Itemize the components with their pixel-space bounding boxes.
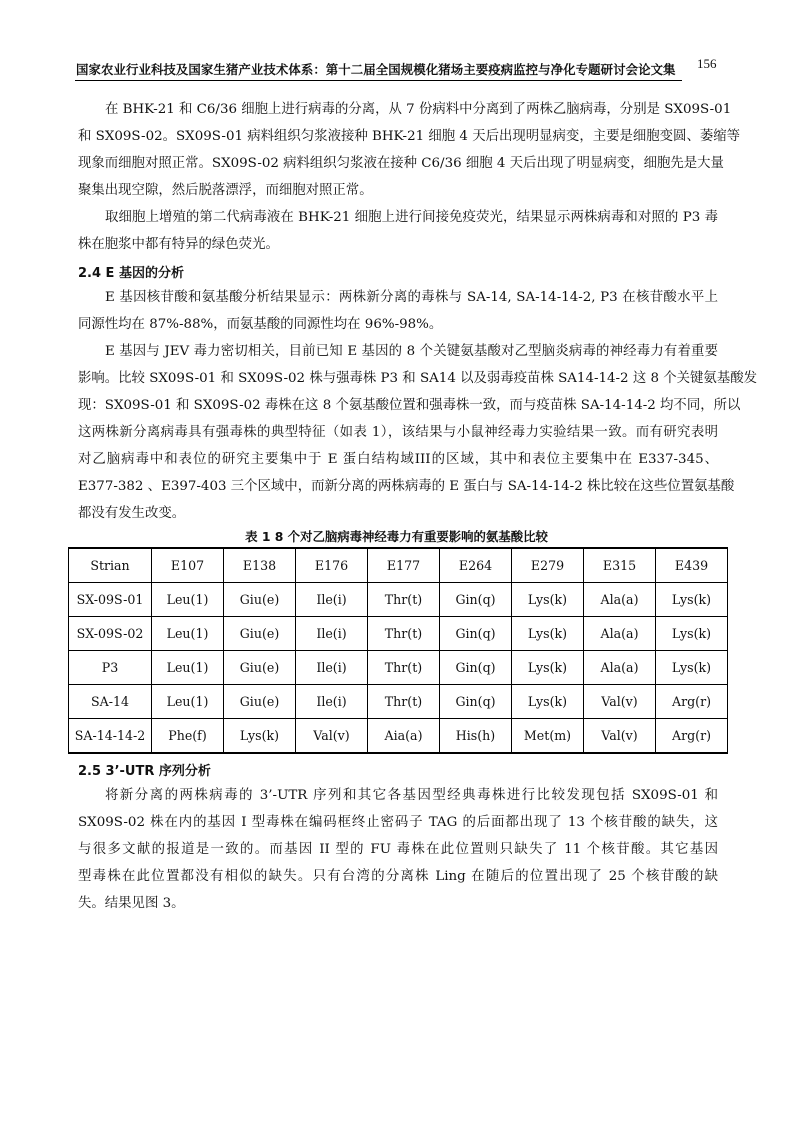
table-cell: Lys(k) [512, 685, 584, 719]
table-cell: Giu(e) [224, 651, 296, 685]
table-cell: Lys(k) [512, 651, 584, 685]
table-cell: Aia(a) [368, 719, 440, 754]
table-cell: Lys(k) [512, 617, 584, 651]
table-cell: Thr(t) [368, 651, 440, 685]
section-heading-2-5: 2.5 3’-UTR 序列分析 [78, 764, 211, 779]
table-row [69, 651, 728, 685]
table-cell: Arg(r) [656, 685, 728, 719]
section-heading-2-4: 2.4 E 基因的分析 [78, 266, 184, 281]
running-header: 国家农业行业科技及国家生猪产业技术体系：第十二届全国规模化猪场主要疫病监控与净化专题研讨会论文集 [76, 62, 676, 77]
table-cell: Lys(k) [656, 617, 728, 651]
table-cell: Val(v) [584, 685, 656, 719]
table-cell: E264 [440, 548, 512, 583]
table-cell: Leu(1) [152, 617, 224, 651]
table-cell: E176 [296, 548, 368, 583]
table-cell: E138 [224, 548, 296, 583]
table-cell: Met(m) [512, 719, 584, 754]
table-cell: Giu(e) [224, 685, 296, 719]
table-cell: Gin(q) [440, 651, 512, 685]
table-cell: His(h) [440, 719, 512, 754]
paragraph-line: SX09S-02 株在内的基因 I 型毒株在编码框终止密码子 TAG 的后面都出现了 13 个核苷酸的缺失，这 [78, 815, 718, 830]
paragraph-line: E 基因核苷酸和氨基酸分析结果显示：两株新分离的毒株与 SA-14, SA-14-14-2, P3 在核苷酸水平上 [105, 290, 718, 305]
table-row [69, 583, 728, 617]
table-cell: Leu(1) [152, 651, 224, 685]
table-cell: Ile(i) [296, 685, 368, 719]
table-cell: Phe(f) [152, 719, 224, 754]
paragraph-line: E 基因与 JEV 毒力密切相关，目前已知 E 基因的 8 个关键氨基酸对乙型脑炎病毒的神经毒力有着重要 [105, 344, 718, 359]
table-cell: Arg(r) [656, 719, 728, 754]
table-cell: Leu(1) [152, 685, 224, 719]
paragraph-line: 株在胞浆中都有特异的绿色荧光。 [78, 237, 279, 252]
table-cell: E107 [152, 548, 224, 583]
table-row [69, 617, 728, 651]
paragraph-line: 与很多文献的报道是一致的。而基因 II 型的 FU 毒株在此位置则只缺失了 11 个核苷酸。其它基因 [78, 842, 718, 857]
table-cell: Ile(i) [296, 617, 368, 651]
table-row [69, 685, 728, 719]
table-cell: E315 [584, 548, 656, 583]
paragraph-line: 这两株新分离病毒具有强毒株的典型特征（如表 1），该结果与小鼠神经毒力实验结果一致。而有研究表明 [78, 425, 718, 440]
table-cell: Lys(k) [656, 583, 728, 617]
table-cell: Lys(k) [656, 651, 728, 685]
table-cell: SX-09S-02 [69, 617, 152, 651]
table-cell: SX-09S-01 [69, 583, 152, 617]
paragraph-line: 聚集出现空隙，然后脱落漂浮，而细胞对照正常。 [78, 183, 373, 198]
table-row [69, 719, 728, 754]
paragraph-line: 对乙脑病毒中和表位的研究主要集中于 E 蛋白结构域III的区域，其中和表位主要集中在 E337-345、 [78, 452, 718, 467]
header-rule [75, 80, 682, 81]
table-cell: P3 [69, 651, 152, 685]
paragraph-line: 影响。比较 SX09S-01 和 SX09S-02 株与强毒株 P3 和 SA14 以及弱毒疫苗株 SA14-14-2 这 8 个关键氨基酸发 [78, 371, 757, 386]
paragraph-line: 都没有发生改变。 [78, 506, 186, 521]
table-cell: Ala(a) [584, 651, 656, 685]
table-cell: Ala(a) [584, 583, 656, 617]
paragraph-line: 现：SX09S-01 和 SX09S-02 毒株在这 8 个氨基酸位置和强毒株一致，而与疫苗株 SA-14-14-2 均不同，所以 [78, 398, 741, 413]
table-cell: SA-14-14-2 [69, 719, 152, 754]
table-cell: Gin(q) [440, 583, 512, 617]
table-cell: Strian [69, 548, 152, 583]
table-cell: E279 [512, 548, 584, 583]
table-cell: Thr(t) [368, 583, 440, 617]
paragraph-line: 在 BHK-21 和 C6/36 细胞上进行病毒的分离，从 7 份病料中分离到了两株乙脑病毒，分别是 SX09S-01 [105, 102, 732, 117]
table-cell: Lys(k) [224, 719, 296, 754]
table-header-row [69, 548, 728, 583]
paragraph-line: 失。结果见图 3。 [78, 896, 185, 911]
paragraph-line: 取细胞上增殖的第二代病毒液在 BHK-21 细胞上进行间接免疫荧光，结果显示两株病毒和对照的 P3 毒 [105, 210, 718, 225]
table-cell: Giu(e) [224, 617, 296, 651]
paragraph-line: 现象而细胞对照正常。SX09S-02 病料组织匀浆液在接种 C6/36 细胞 4 天后出现了明显病变，细胞先是大量 [78, 156, 724, 171]
table-cell: Val(v) [296, 719, 368, 754]
table-cell: Ile(i) [296, 583, 368, 617]
table-cell: Gin(q) [440, 685, 512, 719]
table-cell: Thr(t) [368, 685, 440, 719]
page-number: 156 [697, 56, 717, 71]
paragraph-line: 型毒株在此位置都没有相似的缺失。只有台湾的分离株 Ling 在随后的位置出现了 25 个核苷酸的缺 [78, 869, 718, 884]
table-cell: Val(v) [584, 719, 656, 754]
table-caption: 表 1 8 个对乙脑病毒神经毒力有重要影响的氨基酸比较 [245, 529, 548, 544]
table-cell: Gin(q) [440, 617, 512, 651]
table-cell: Giu(e) [224, 583, 296, 617]
table-cell: SA-14 [69, 685, 152, 719]
table-cell: E439 [656, 548, 728, 583]
paragraph-line: E377-382 、E397-403 三个区域中，而新分离的两株病毒的 E 蛋白与 SA-14-14-2 株比较在这些位置氨基酸 [78, 479, 735, 494]
table-cell: E177 [368, 548, 440, 583]
paragraph-line: 和 SX09S-02。SX09S-01 病料组织匀浆液接种 BHK-21 细胞 4 天后出现明显病变，主要是细胞变圆、萎缩等 [78, 129, 741, 144]
table-cell: Ile(i) [296, 651, 368, 685]
table-cell: Ala(a) [584, 617, 656, 651]
paragraph-line: 同源性均在 87%-88%，而氨基酸的同源性均在 96%-98%。 [78, 317, 443, 332]
paragraph-line: 将新分离的两株病毒的 3’-UTR 序列和其它各基因型经典毒株进行比较发现包括 SX09S-01 和 [105, 788, 718, 803]
table-cell: Thr(t) [368, 617, 440, 651]
amino-acid-table [68, 547, 728, 754]
table-cell: Lys(k) [512, 583, 584, 617]
table-cell: Leu(1) [152, 583, 224, 617]
